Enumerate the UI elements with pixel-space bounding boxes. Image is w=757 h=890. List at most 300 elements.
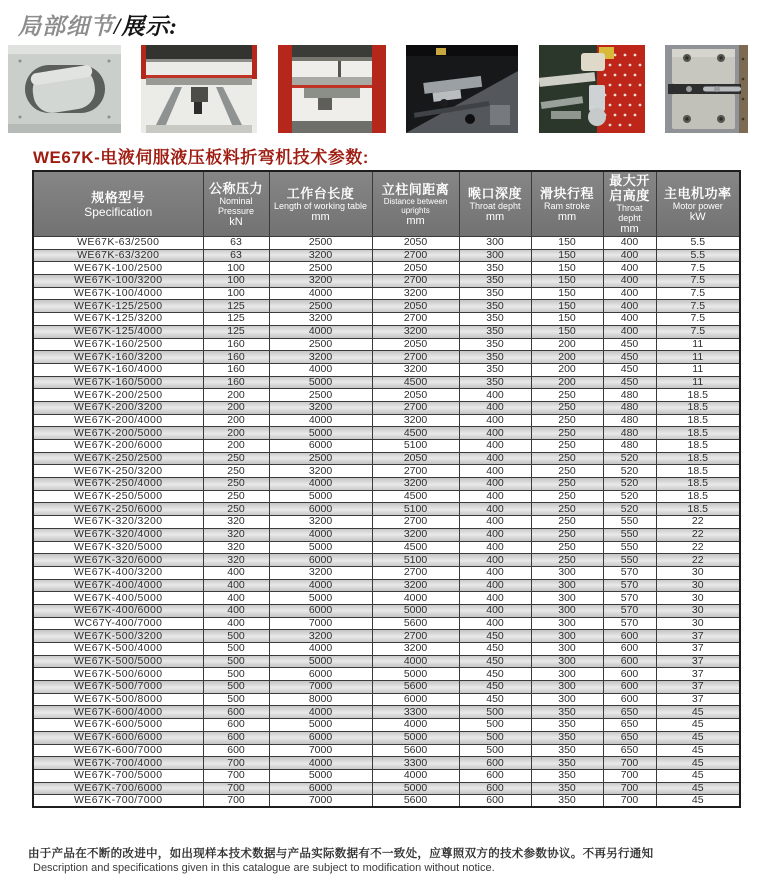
- value-cell: 320: [203, 528, 269, 541]
- value-cell: 45: [656, 769, 740, 782]
- value-cell: 4500: [372, 376, 459, 389]
- table-header-row: [33, 171, 740, 237]
- value-cell: 400: [603, 313, 656, 326]
- footer-note-chinese: 由于产品在不断的改进中，如出现样本技术数据与产品实际数据有不一致处，应尊照双方的技术参数协议。不再另行通知: [28, 848, 654, 860]
- model-cell: WE67K-125/4000: [33, 325, 203, 338]
- photo-strip: [8, 44, 748, 134]
- value-cell: 18.5: [656, 401, 740, 414]
- value-cell: 100: [203, 287, 269, 300]
- value-cell: 600: [603, 681, 656, 694]
- value-cell: 100: [203, 275, 269, 288]
- value-cell: 5100: [372, 554, 459, 567]
- table-row: [33, 237, 740, 250]
- value-cell: 250: [531, 516, 603, 529]
- value-cell: 250: [531, 414, 603, 427]
- value-cell: 45: [656, 782, 740, 795]
- value-cell: 400: [459, 503, 531, 516]
- value-cell: 400: [459, 490, 531, 503]
- value-cell: 550: [603, 554, 656, 567]
- value-cell: 300: [531, 681, 603, 694]
- value-cell: 5000: [269, 655, 372, 668]
- value-cell: 600: [459, 795, 531, 808]
- value-cell: 100: [203, 262, 269, 275]
- model-cell: WE67K-160/2500: [33, 338, 203, 351]
- value-cell: 400: [459, 541, 531, 554]
- value-cell: 700: [203, 795, 269, 808]
- value-cell: 4000: [372, 769, 459, 782]
- value-cell: 3200: [372, 325, 459, 338]
- value-cell: 480: [603, 440, 656, 453]
- value-cell: 2050: [372, 262, 459, 275]
- value-cell: 500: [203, 643, 269, 656]
- value-cell: 300: [531, 617, 603, 630]
- table-row: [33, 313, 740, 326]
- table-row: [33, 617, 740, 630]
- value-cell: 4000: [269, 757, 372, 770]
- value-cell: 550: [603, 541, 656, 554]
- value-cell: 400: [459, 465, 531, 478]
- value-cell: 5000: [269, 592, 372, 605]
- model-cell: WE67K-250/3200: [33, 465, 203, 478]
- table-row: [33, 706, 740, 719]
- value-cell: 480: [603, 427, 656, 440]
- value-cell: 37: [656, 681, 740, 694]
- value-cell: 400: [459, 592, 531, 605]
- value-cell: 150: [531, 313, 603, 326]
- table-row: [33, 465, 740, 478]
- value-cell: 350: [459, 275, 531, 288]
- table-row: [33, 287, 740, 300]
- value-cell: 300: [531, 668, 603, 681]
- value-cell: 3200: [372, 643, 459, 656]
- value-cell: 45: [656, 706, 740, 719]
- value-cell: 6000: [269, 782, 372, 795]
- value-cell: 4000: [372, 655, 459, 668]
- table-row: [33, 490, 740, 503]
- model-cell: WE67K-100/3200: [33, 275, 203, 288]
- value-cell: 3200: [372, 528, 459, 541]
- value-cell: 6000: [269, 503, 372, 516]
- value-cell: 3200: [269, 566, 372, 579]
- value-cell: 500: [203, 681, 269, 694]
- value-cell: 2050: [372, 389, 459, 402]
- value-cell: 600: [203, 706, 269, 719]
- value-cell: 350: [459, 262, 531, 275]
- value-cell: 7000: [269, 744, 372, 757]
- value-cell: 2700: [372, 516, 459, 529]
- model-cell: WE67K-700/4000: [33, 757, 203, 770]
- value-cell: 5600: [372, 744, 459, 757]
- value-cell: 5100: [372, 440, 459, 453]
- value-cell: 450: [603, 363, 656, 376]
- table-row: [33, 275, 740, 288]
- value-cell: 3200: [372, 363, 459, 376]
- value-cell: 2050: [372, 452, 459, 465]
- value-cell: 37: [656, 693, 740, 706]
- spec-table-body: [33, 237, 740, 808]
- value-cell: 5000: [269, 769, 372, 782]
- value-cell: 350: [531, 795, 603, 808]
- value-cell: 300: [531, 592, 603, 605]
- value-cell: 2700: [372, 249, 459, 262]
- column-header-2: 公称压力 Nominal Pressure kN: [203, 171, 269, 237]
- value-cell: 150: [531, 300, 603, 313]
- value-cell: 700: [203, 757, 269, 770]
- value-cell: 30: [656, 566, 740, 579]
- value-cell: 400: [203, 592, 269, 605]
- value-cell: 520: [603, 478, 656, 491]
- value-cell: 400: [603, 325, 656, 338]
- value-cell: 6000: [269, 604, 372, 617]
- value-cell: 37: [656, 643, 740, 656]
- value-cell: 400: [459, 414, 531, 427]
- table-row: [33, 592, 740, 605]
- value-cell: 2050: [372, 300, 459, 313]
- model-cell: WE67K-700/5000: [33, 769, 203, 782]
- value-cell: 250: [531, 401, 603, 414]
- value-cell: 400: [459, 604, 531, 617]
- table-row: [33, 719, 740, 732]
- value-cell: 200: [203, 440, 269, 453]
- value-cell: 650: [603, 744, 656, 757]
- value-cell: 18.5: [656, 414, 740, 427]
- table-row: [33, 541, 740, 554]
- photo-oval-slot-casting: [8, 45, 121, 133]
- value-cell: 200: [203, 389, 269, 402]
- value-cell: 2700: [372, 465, 459, 478]
- value-cell: 400: [459, 554, 531, 567]
- value-cell: 500: [203, 668, 269, 681]
- value-cell: 7000: [269, 617, 372, 630]
- value-cell: 2500: [269, 300, 372, 313]
- table-row: [33, 681, 740, 694]
- value-cell: 570: [603, 617, 656, 630]
- footer-note: [28, 848, 653, 875]
- value-cell: 250: [531, 503, 603, 516]
- value-cell: 350: [459, 376, 531, 389]
- value-cell: 200: [203, 414, 269, 427]
- value-cell: 7000: [269, 795, 372, 808]
- table-row: [33, 300, 740, 313]
- value-cell: 4500: [372, 490, 459, 503]
- value-cell: 5600: [372, 681, 459, 694]
- value-cell: 4000: [269, 706, 372, 719]
- value-cell: 450: [459, 668, 531, 681]
- value-cell: 6000: [269, 554, 372, 567]
- value-cell: 400: [203, 579, 269, 592]
- value-cell: 400: [203, 566, 269, 579]
- value-cell: 18.5: [656, 389, 740, 402]
- value-cell: 2500: [269, 338, 372, 351]
- value-cell: 520: [603, 465, 656, 478]
- value-cell: 400: [459, 579, 531, 592]
- value-cell: 350: [459, 287, 531, 300]
- value-cell: 30: [656, 604, 740, 617]
- value-cell: 250: [203, 503, 269, 516]
- value-cell: 3200: [372, 287, 459, 300]
- model-cell: WE67K-320/4000: [33, 528, 203, 541]
- value-cell: 6000: [269, 440, 372, 453]
- value-cell: 250: [531, 440, 603, 453]
- value-cell: 4000: [269, 478, 372, 491]
- model-cell: WE67K-320/6000: [33, 554, 203, 567]
- value-cell: 160: [203, 338, 269, 351]
- value-cell: 2700: [372, 351, 459, 364]
- model-cell: WE67K-600/6000: [33, 731, 203, 744]
- value-cell: 450: [459, 630, 531, 643]
- value-cell: 450: [603, 338, 656, 351]
- model-cell: WE67K-100/2500: [33, 262, 203, 275]
- value-cell: 6000: [372, 693, 459, 706]
- model-cell: WE67K-200/2500: [33, 389, 203, 402]
- value-cell: 570: [603, 579, 656, 592]
- value-cell: 250: [203, 452, 269, 465]
- value-cell: 22: [656, 528, 740, 541]
- value-cell: 11: [656, 363, 740, 376]
- model-cell: WE67K-500/3200: [33, 630, 203, 643]
- value-cell: 520: [603, 503, 656, 516]
- value-cell: 250: [531, 389, 603, 402]
- section-title-normal: 局部细节: [18, 14, 114, 39]
- model-cell: WE67K-600/7000: [33, 744, 203, 757]
- value-cell: 5600: [372, 795, 459, 808]
- model-cell: WE67K-600/5000: [33, 719, 203, 732]
- value-cell: 350: [531, 719, 603, 732]
- table-row: [33, 351, 740, 364]
- value-cell: 400: [203, 617, 269, 630]
- value-cell: 520: [603, 490, 656, 503]
- value-cell: 200: [203, 427, 269, 440]
- value-cell: 3200: [269, 313, 372, 326]
- value-cell: 2700: [372, 566, 459, 579]
- value-cell: 300: [459, 237, 531, 250]
- value-cell: 2500: [269, 262, 372, 275]
- value-cell: 650: [603, 731, 656, 744]
- model-cell: WE67K-63/2500: [33, 237, 203, 250]
- table-row: [33, 503, 740, 516]
- value-cell: 125: [203, 325, 269, 338]
- value-cell: 63: [203, 249, 269, 262]
- table-row: [33, 643, 740, 656]
- table-row: [33, 757, 740, 770]
- value-cell: 2500: [269, 237, 372, 250]
- value-cell: 18.5: [656, 427, 740, 440]
- section-title-bold: /展示:: [114, 14, 179, 39]
- model-cell: WE67K-200/4000: [33, 414, 203, 427]
- model-cell: WE67K-250/6000: [33, 503, 203, 516]
- model-cell: WE67K-500/8000: [33, 693, 203, 706]
- value-cell: 350: [459, 351, 531, 364]
- value-cell: 550: [603, 528, 656, 541]
- value-cell: 45: [656, 731, 740, 744]
- value-cell: 400: [459, 401, 531, 414]
- table-row: [33, 744, 740, 757]
- value-cell: 600: [459, 769, 531, 782]
- value-cell: 160: [203, 376, 269, 389]
- model-cell: WE67K-500/5000: [33, 655, 203, 668]
- value-cell: 400: [203, 604, 269, 617]
- value-cell: 250: [203, 478, 269, 491]
- value-cell: 700: [603, 769, 656, 782]
- photo-red-frame-interior: [278, 45, 386, 133]
- model-cell: WE67K-160/3200: [33, 351, 203, 364]
- table-row: [33, 249, 740, 262]
- table-row: [33, 262, 740, 275]
- value-cell: 5000: [372, 782, 459, 795]
- value-cell: 3200: [372, 579, 459, 592]
- value-cell: 350: [531, 731, 603, 744]
- value-cell: 400: [603, 249, 656, 262]
- value-cell: 450: [603, 376, 656, 389]
- value-cell: 160: [203, 363, 269, 376]
- value-cell: 150: [531, 325, 603, 338]
- value-cell: 350: [459, 313, 531, 326]
- value-cell: 7.5: [656, 262, 740, 275]
- value-cell: 37: [656, 655, 740, 668]
- value-cell: 3300: [372, 706, 459, 719]
- value-cell: 22: [656, 554, 740, 567]
- value-cell: 480: [603, 401, 656, 414]
- table-row: [33, 414, 740, 427]
- value-cell: 480: [603, 389, 656, 402]
- value-cell: 2700: [372, 313, 459, 326]
- value-cell: 8000: [269, 693, 372, 706]
- value-cell: 7.5: [656, 313, 740, 326]
- value-cell: 3200: [269, 275, 372, 288]
- table-row: [33, 452, 740, 465]
- value-cell: 2700: [372, 401, 459, 414]
- model-cell: WE67K-63/3200: [33, 249, 203, 262]
- value-cell: 600: [203, 719, 269, 732]
- value-cell: 400: [603, 287, 656, 300]
- value-cell: 4000: [269, 363, 372, 376]
- value-cell: 320: [203, 516, 269, 529]
- value-cell: 3200: [372, 478, 459, 491]
- value-cell: 7.5: [656, 287, 740, 300]
- value-cell: 400: [603, 300, 656, 313]
- table-row: [33, 389, 740, 402]
- value-cell: 500: [459, 719, 531, 732]
- value-cell: 4500: [372, 541, 459, 554]
- value-cell: 350: [531, 706, 603, 719]
- table-row: [33, 566, 740, 579]
- value-cell: 6000: [269, 668, 372, 681]
- value-cell: 200: [203, 401, 269, 414]
- value-cell: 570: [603, 592, 656, 605]
- table-row: [33, 655, 740, 668]
- value-cell: 320: [203, 541, 269, 554]
- model-cell: WE67K-500/6000: [33, 668, 203, 681]
- table-row: [33, 376, 740, 389]
- value-cell: 500: [459, 706, 531, 719]
- value-cell: 37: [656, 668, 740, 681]
- value-cell: 4000: [269, 414, 372, 427]
- value-cell: 250: [531, 452, 603, 465]
- value-cell: 150: [531, 287, 603, 300]
- value-cell: 7.5: [656, 325, 740, 338]
- value-cell: 250: [203, 465, 269, 478]
- value-cell: 63: [203, 237, 269, 250]
- value-cell: 5000: [372, 731, 459, 744]
- value-cell: 300: [531, 655, 603, 668]
- value-cell: 500: [203, 630, 269, 643]
- value-cell: 350: [531, 757, 603, 770]
- spec-table: [32, 170, 741, 808]
- value-cell: 500: [459, 731, 531, 744]
- model-cell: WE67K-250/2500: [33, 452, 203, 465]
- value-cell: 5000: [372, 604, 459, 617]
- value-cell: 3200: [269, 630, 372, 643]
- value-cell: 200: [531, 376, 603, 389]
- table-row: [33, 478, 740, 491]
- value-cell: 45: [656, 719, 740, 732]
- value-cell: 45: [656, 795, 740, 808]
- value-cell: 400: [459, 516, 531, 529]
- value-cell: 2050: [372, 237, 459, 250]
- table-row: [33, 325, 740, 338]
- table-row: [33, 604, 740, 617]
- value-cell: 5000: [269, 376, 372, 389]
- value-cell: 250: [531, 465, 603, 478]
- value-cell: 350: [459, 300, 531, 313]
- value-cell: 300: [531, 604, 603, 617]
- value-cell: 700: [603, 757, 656, 770]
- value-cell: 22: [656, 541, 740, 554]
- value-cell: 450: [459, 643, 531, 656]
- value-cell: 600: [459, 757, 531, 770]
- column-header-6: 滑块行程 Ram stroke mm: [531, 171, 603, 237]
- value-cell: 400: [603, 237, 656, 250]
- model-cell: WE67K-600/4000: [33, 706, 203, 719]
- value-cell: 5000: [372, 668, 459, 681]
- value-cell: 600: [603, 643, 656, 656]
- value-cell: 320: [203, 554, 269, 567]
- value-cell: 400: [459, 440, 531, 453]
- value-cell: 18.5: [656, 490, 740, 503]
- value-cell: 5100: [372, 503, 459, 516]
- value-cell: 400: [459, 528, 531, 541]
- value-cell: 150: [531, 262, 603, 275]
- value-cell: 5000: [269, 719, 372, 732]
- table-title: WE67K-电液伺服液压板料折弯机技术参数:: [33, 148, 369, 167]
- value-cell: 18.5: [656, 440, 740, 453]
- value-cell: 37: [656, 630, 740, 643]
- value-cell: 700: [603, 782, 656, 795]
- value-cell: 300: [531, 579, 603, 592]
- table-row: [33, 693, 740, 706]
- value-cell: 3200: [269, 351, 372, 364]
- value-cell: 7.5: [656, 300, 740, 313]
- value-cell: 500: [203, 655, 269, 668]
- value-cell: 400: [459, 478, 531, 491]
- model-cell: WE67K-160/5000: [33, 376, 203, 389]
- value-cell: 400: [603, 262, 656, 275]
- value-cell: 2700: [372, 630, 459, 643]
- value-cell: 18.5: [656, 452, 740, 465]
- value-cell: 160: [203, 351, 269, 364]
- value-cell: 250: [531, 541, 603, 554]
- table-row: [33, 795, 740, 808]
- value-cell: 45: [656, 757, 740, 770]
- value-cell: 350: [531, 744, 603, 757]
- value-cell: 200: [531, 338, 603, 351]
- value-cell: 450: [603, 351, 656, 364]
- value-cell: 11: [656, 376, 740, 389]
- value-cell: 500: [459, 744, 531, 757]
- value-cell: 18.5: [656, 478, 740, 491]
- value-cell: 3200: [269, 516, 372, 529]
- table-row: [33, 668, 740, 681]
